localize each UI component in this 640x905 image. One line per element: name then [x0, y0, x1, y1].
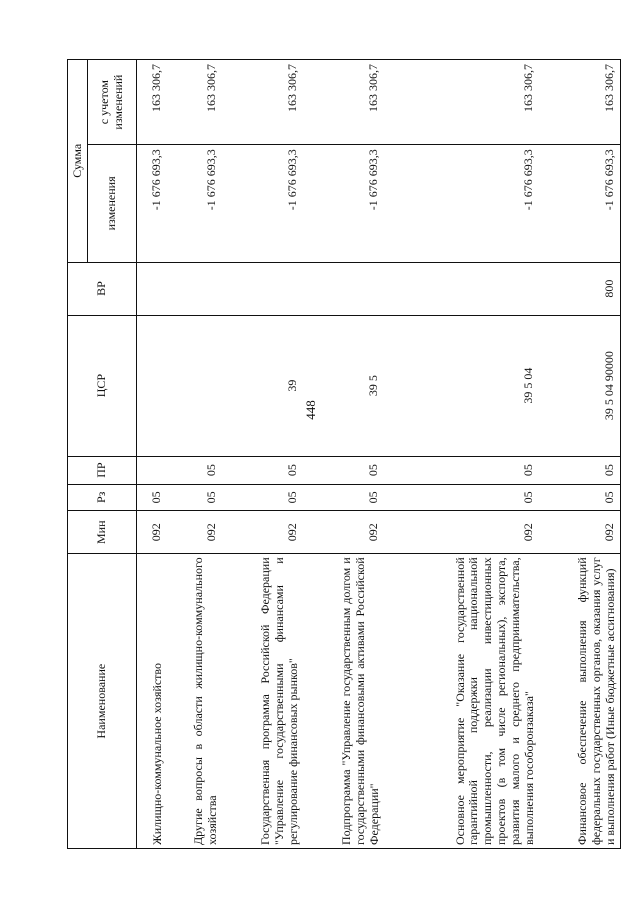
budget-table	[67, 59, 621, 849]
row-csr: 39 5 04 90000	[539, 315, 621, 456]
row-rz: 05	[539, 484, 621, 511]
header-min: Мин	[68, 511, 137, 554]
row-total: 163 306,7	[137, 60, 168, 145]
header-vr: ВР	[68, 262, 137, 315]
row-rz: 05	[303, 484, 384, 511]
row-vr	[384, 262, 539, 315]
row-csr: 39	[222, 315, 303, 456]
row-csr	[167, 315, 222, 456]
table-row	[303, 60, 384, 849]
row-total: 163 306,7	[167, 60, 222, 145]
row-rz: 05	[384, 484, 539, 511]
row-vr	[303, 262, 384, 315]
rotated-page-content	[67, 59, 618, 849]
page-number: 448	[303, 400, 318, 420]
row-change: -1 676 693,3	[222, 145, 303, 262]
row-name: Другие вопросы в области жилищно-коммунального хозяйства	[167, 554, 222, 849]
row-vr	[167, 262, 222, 315]
row-name: Жилищно-коммунальное хозяйство	[137, 554, 168, 849]
row-min: 092	[222, 511, 303, 554]
row-min: 092	[167, 511, 222, 554]
row-name: Финансовое обеспечение выполнения функций федеральных государственных органов, оказания услуг и выполнения работ (Иные бюджетные ассигнования)	[539, 554, 621, 849]
row-min: 092	[303, 511, 384, 554]
row-rz: 05	[137, 484, 168, 511]
table-row	[137, 60, 168, 849]
row-vr	[222, 262, 303, 315]
table-row	[384, 60, 539, 849]
table-row	[167, 60, 222, 849]
header-with-changes: с учетом изменений	[88, 60, 137, 145]
row-change: -1 676 693,3	[303, 145, 384, 262]
header-pr: ПР	[68, 456, 137, 484]
row-name: Подпрограмма "Управление государственным долгом и государственными финансовыми активами Российской Федерации"	[303, 554, 384, 849]
row-rz: 05	[167, 484, 222, 511]
row-vr: 800	[539, 262, 621, 315]
row-pr: 05	[167, 456, 222, 484]
row-pr: 05	[384, 456, 539, 484]
row-total: 163 306,7	[539, 60, 621, 145]
table-row	[222, 60, 303, 849]
row-pr	[137, 456, 168, 484]
row-change: -1 676 693,3	[539, 145, 621, 262]
row-pr: 05	[539, 456, 621, 484]
table-row	[539, 60, 621, 849]
row-vr	[137, 262, 168, 315]
header-changes: изменения	[88, 145, 137, 262]
row-change: -1 676 693,3	[167, 145, 222, 262]
row-total: 163 306,7	[222, 60, 303, 145]
row-total: 163 306,7	[384, 60, 539, 145]
row-change: -1 676 693,3	[384, 145, 539, 262]
row-name: Государственная программа Российской Федерации "Управление государственными финансами и регулирование финансовых рынков"	[222, 554, 303, 849]
row-change: -1 676 693,3	[137, 145, 168, 262]
row-csr: 39 5	[303, 315, 384, 456]
row-name: Основное мероприятие "Оказание государственной гарантийной поддержки национальной промышленности, реализации инвестиционных проектов (в том числе региональных), экспорта, развития малого и среднего предпринимательства, выполнения гособоронзаказа"	[384, 554, 539, 849]
row-min: 092	[137, 511, 168, 554]
header-csr: ЦСР	[68, 315, 137, 456]
row-csr: 39 5 04	[384, 315, 539, 456]
row-min: 092	[384, 511, 539, 554]
row-min: 092	[539, 511, 621, 554]
row-csr	[137, 315, 168, 456]
row-pr: 05	[222, 456, 303, 484]
row-rz: 05	[222, 484, 303, 511]
header-sum: Сумма	[68, 60, 88, 263]
row-total: 163 306,7	[303, 60, 384, 145]
header-name: Наименование	[68, 554, 137, 849]
row-pr: 05	[303, 456, 384, 484]
header-rz: Рз	[68, 484, 137, 511]
